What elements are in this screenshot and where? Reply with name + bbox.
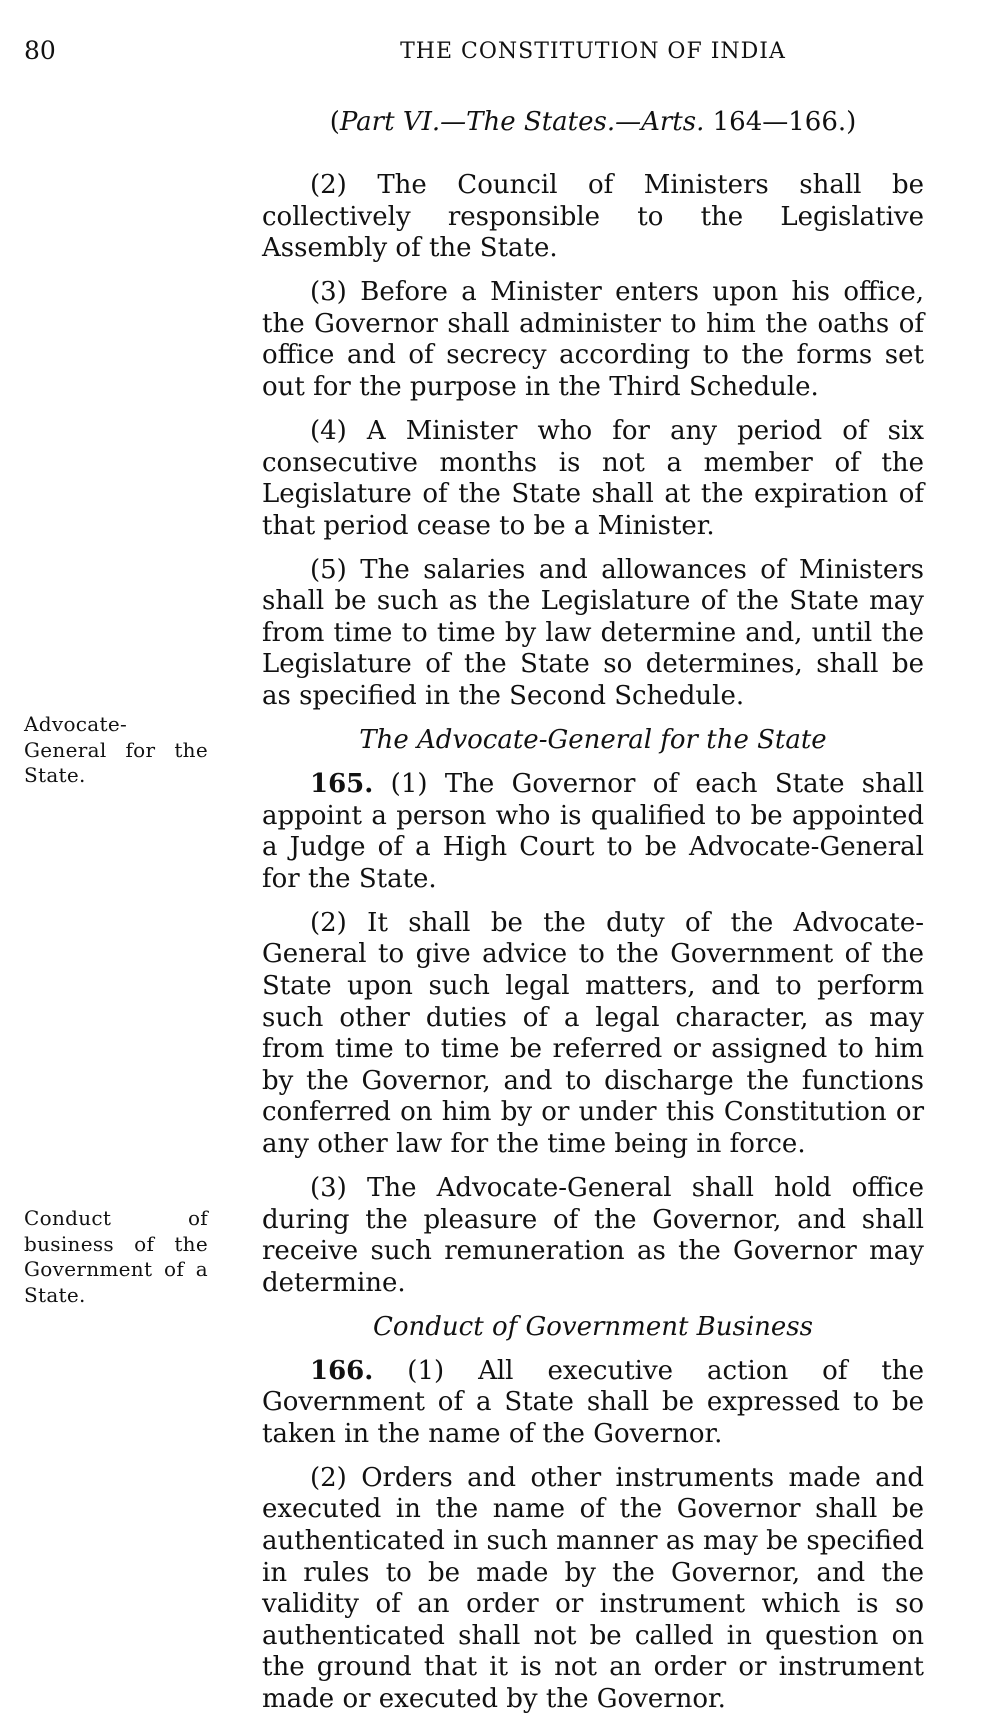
clause-164-5: (5) The salaries and allowances of Ministers shall be such as the Legislature of the State may from time to time by law determine and, until the Legislature of the State so determines, shall be as specified in the Second Schedule. (262, 554, 924, 712)
clause-165-3: (3) The Advocate-General shall hold office during the pleasure of the Governor, and shall receive such remuneration as the Governor may determine. (262, 1172, 924, 1298)
main-text (262, 170, 924, 1728)
part-reference-italic: Part VI.—The States.—Arts. (339, 107, 705, 137)
clause-164-4: (4) A Minister who for any period of six consecutive months is not a member of the Legislature of the State shall at the expiration of that period cease to be a Minister. (262, 415, 924, 541)
clause-164-3: (3) Before a Minister enters upon his office, the Governor shall administer to him the oaths of office and of secrecy according to the forms set out for the purpose in the Third Schedule. (262, 277, 924, 402)
article-165-number: 165. (310, 769, 374, 800)
page-number: 80 (24, 36, 56, 65)
heading-conduct-of-government-business: Conduct of Government Business (373, 1311, 813, 1342)
part-reference: (Part VI.—The States.—Arts. 164—166.) (329, 107, 857, 137)
article-165-1 (262, 769, 924, 895)
margin-note-conduct-of-business: Conduct of business of the Government of a State. (24, 1206, 208, 1307)
article-166-number: 166. (310, 1355, 374, 1386)
article-166-1 (262, 1356, 924, 1451)
clause-166-2: (2) Orders and other instruments made and executed in the name of the Governor shall be authenticated in such manner as may be specified in rules to be made by the Governor, and the validity of an order or instrument which is so authenticated shall not be called in question on the ground that it is not an order or instrument made or executed by the Governor. (262, 1462, 924, 1715)
running-title: THE CONSTITUTION OF INDIA (400, 39, 786, 64)
clause-165-2: (2) It shall be the duty of the Advocate-General to give advice to the Government of the State upon such legal matters, and to perform such other duties of a legal character, as may from time to time be referred or assigned to him by the Governor, and to discharge the functions conferred on him by or under this Constitution or any other law for the time being in force. (262, 907, 924, 1159)
clause-165-1: (1) The Governor of each State shall appoint a person who is qualified to be appointed a Judge of a High Court to be Advocate-General for the State. (262, 769, 925, 894)
clause-166-1: (1) All executive action of the Government of a State shall be expressed to be taken in the name of the Governor. (262, 1355, 924, 1449)
clause-164-2: (2) The Council of Ministers shall be collectively responsible to the Legislative Assembly of the State. (262, 170, 924, 264)
margin-note-advocate-general: Advocate-General for the State. (24, 712, 208, 787)
part-reference-range: 164—166. (712, 107, 847, 137)
heading-advocate-general: The Advocate-General for the State (359, 725, 827, 756)
